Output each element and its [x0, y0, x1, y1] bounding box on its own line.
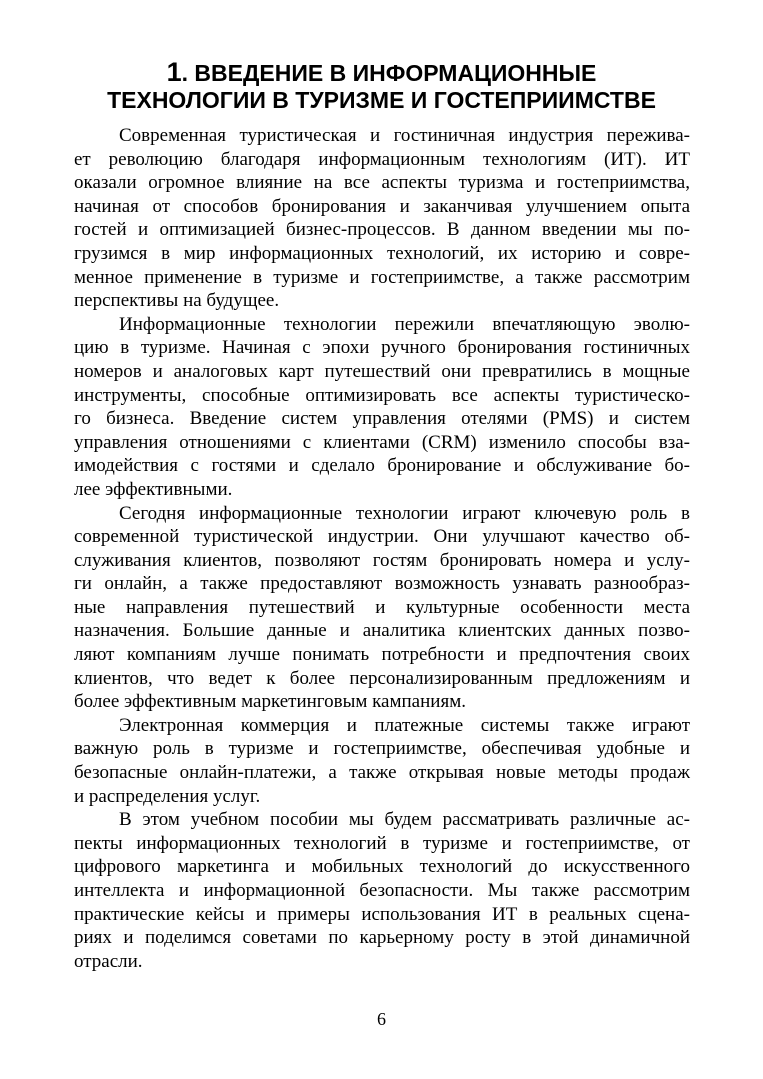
text-line: пекты информационных технологий в туризме и гостеприимстве, от	[74, 832, 690, 854]
text-line: менное применение в туризме и гостеприимстве, а также рассмотрим	[74, 266, 690, 288]
paragraph-5	[74, 808, 690, 973]
text-line: безопасные онлайн-платежи, а также открывая новые методы продаж	[74, 762, 690, 784]
text-line: современной туристической индустрии. Они улучшают качество об-	[74, 526, 690, 548]
text-line: инструменты, способные оптимизировать все аспекты туристическо-	[74, 384, 690, 406]
page-number: 6	[377, 1009, 386, 1029]
chapter-body	[74, 124, 690, 973]
chapter-title-line-2: ТЕХНОЛОГИИ В ТУРИЗМЕ И ГОСТЕПРИИМСТВЕ	[107, 87, 656, 113]
paragraph-3	[74, 502, 690, 714]
paragraph-2	[74, 313, 690, 502]
text-line: Информационные технологии пережили впечатляющую эволю-	[119, 313, 690, 335]
text-line: ет революцию благодаря информационным технологиям (ИТ). ИТ	[74, 148, 690, 170]
text-line: цию в туризме. Начиная с эпохи ручного бронирования гостиничных	[74, 337, 690, 359]
text-line: клиентов, что ведет к более персонализированным предложениям и	[74, 667, 690, 689]
paragraph-1	[74, 124, 690, 313]
text-line: и распределения услуг.	[74, 785, 261, 807]
chapter-title-line-1	[40, 57, 723, 88]
text-line: начиная от способов бронирования и заканчивая улучшением опыта	[74, 195, 690, 217]
text-line: цифрового маркетинга и мобильных технологий до искусственного	[74, 856, 690, 878]
text-line: оказали огромное влияние на все аспекты туризма и гостеприимства,	[74, 172, 690, 194]
text-line: управления отношениями с клиентами (CRM) изменило способы вза-	[74, 431, 690, 453]
text-line: служивания клиентов, позволяют гостям бронировать номера и услу-	[74, 549, 690, 571]
chapter-title-part-1: . ВВЕДЕНИЕ В ИНФОРМАЦИОННЫЕ	[181, 60, 597, 86]
text-line: лее эффективными.	[74, 478, 233, 500]
text-line: практические кейсы и примеры использования ИТ в реальных сцена-	[74, 903, 690, 925]
paragraph-4	[74, 714, 690, 808]
text-line: ные направления путешествий и культурные особенности места	[74, 596, 690, 618]
text-line: грузимся в мир информационных технологий, их историю и совре-	[74, 242, 690, 264]
text-line: назначения. Большие данные и аналитика клиентских данных позво-	[74, 620, 690, 642]
text-line: номеров и аналоговых карт путешествий они превратились в мощные	[74, 360, 690, 382]
text-line: Электронная коммерция и платежные системы также играют	[119, 714, 690, 736]
text-line: го бизнеса. Введение систем управления отелями (PMS) и систем	[74, 408, 690, 430]
text-line: В этом учебном пособии мы будем рассматривать различные ас-	[119, 809, 690, 831]
text-line: гостей и оптимизацией бизнес-процессов. В данном введении мы по-	[74, 219, 690, 241]
chapter-number: 1	[166, 57, 182, 87]
text-line: имодействия с гостями и сделало бронирование и обслуживание бо-	[74, 455, 690, 477]
text-line: интеллекта и информационной безопасности. Мы также рассмотрим	[74, 880, 690, 901]
text-line: Сегодня информационные технологии играют ключевую роль в	[119, 502, 690, 524]
text-line: отрасли.	[74, 950, 143, 972]
text-line: ги онлайн, а также предоставляют возможность узнавать разнообраз-	[74, 573, 690, 595]
text-line: Современная туристическая и гостиничная индустрия пережива-	[119, 125, 690, 146]
text-line: риях и поделимся советами по карьерному росту в этой динамичной	[74, 927, 690, 949]
text-line: более эффективным маркетинговым кампаниям.	[74, 691, 466, 713]
text-line: ляют компаниям лучше понимать потребности и предпочтения своих	[74, 644, 690, 666]
text-line: важную роль в туризме и гостеприимстве, обеспечивая удобные и	[74, 738, 690, 760]
text-line: перспективы на будущее.	[74, 290, 280, 312]
